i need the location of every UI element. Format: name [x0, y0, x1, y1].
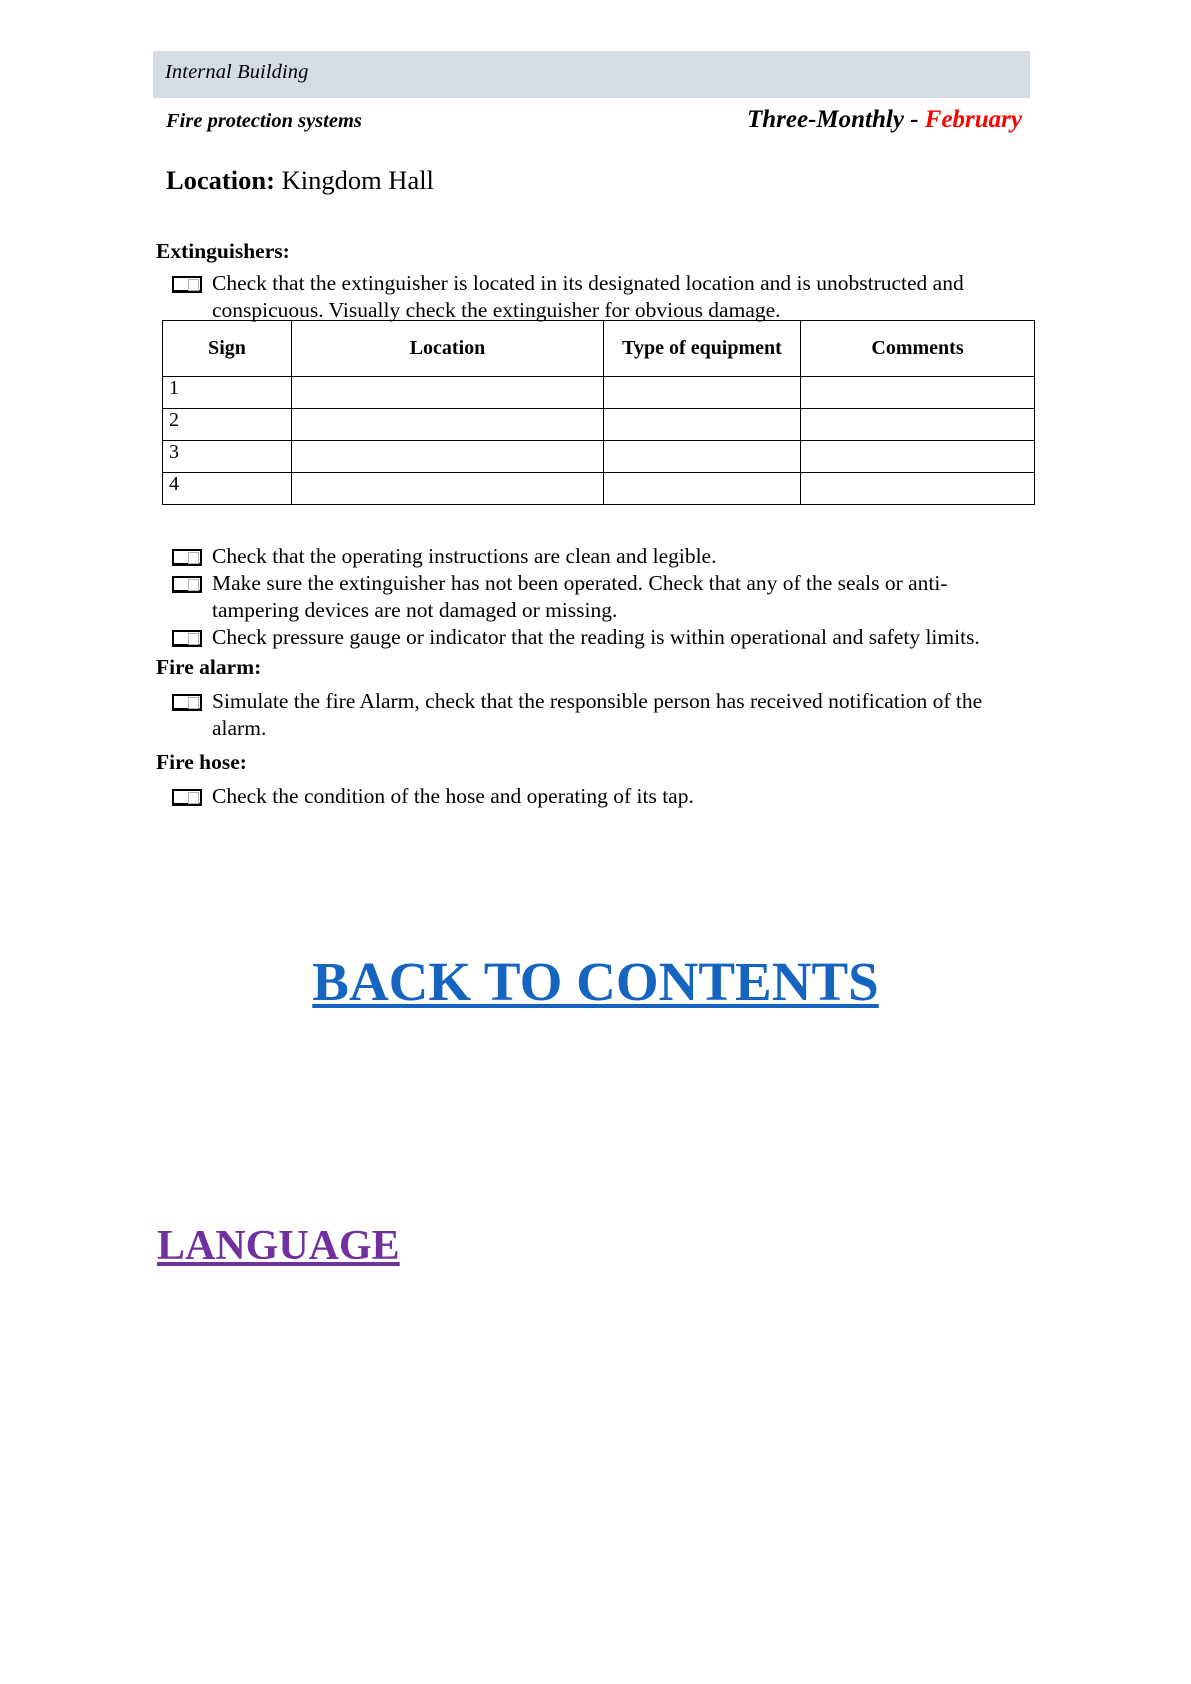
table-row	[163, 473, 1035, 505]
document-subject: Fire protection systems	[166, 110, 362, 132]
checklist-item-text: Check the condition of the hose and operating of its tap.	[212, 784, 694, 808]
table-row	[163, 377, 1035, 409]
cell-comments[interactable]	[801, 473, 1035, 505]
frequency-month: February	[924, 106, 1022, 133]
checkbox-icon[interactable]	[172, 694, 202, 711]
table-header-type-of-equipment: Type of equipment	[604, 321, 801, 377]
checkbox-icon[interactable]	[172, 276, 202, 293]
table-header-row	[163, 321, 1035, 377]
table-row	[163, 409, 1035, 441]
cell-sign[interactable]: 3	[163, 441, 292, 473]
checklist-item-hose-condition[interactable]	[172, 783, 1034, 810]
cell-location[interactable]	[292, 377, 604, 409]
frequency-heading	[747, 106, 1022, 134]
checkbox-icon[interactable]	[172, 576, 202, 593]
language-link[interactable]: LANGUAGE	[157, 1223, 400, 1269]
checklist-item-seals-and-tampering[interactable]	[172, 570, 1034, 625]
frequency-label: Three-Monthly	[746, 106, 904, 133]
cell-comments[interactable]	[801, 441, 1035, 473]
section-heading-extinguishers: Extinguishers:	[156, 239, 290, 263]
cell-sign[interactable]: 4	[163, 473, 292, 505]
location-value-text: Kingdom Hall	[281, 165, 434, 195]
cell-type[interactable]	[604, 377, 801, 409]
frequency-separator: -	[903, 106, 925, 133]
subtitle-row	[153, 106, 1030, 144]
checklist-item-text: Simulate the fire Alarm, check that the responsible person has received notification of the alarm.	[212, 689, 983, 741]
checklist-item-operating-instructions[interactable]	[172, 543, 1034, 570]
header-band	[153, 51, 1030, 98]
location-label: Location:	[166, 165, 275, 195]
cell-sign[interactable]: 1	[163, 377, 292, 409]
table-header-location: Location	[292, 321, 604, 377]
back-to-contents-link[interactable]: BACK TO CONTENTS	[312, 951, 879, 1012]
cell-location[interactable]	[292, 441, 604, 473]
extinguisher-equipment-table	[162, 320, 1035, 505]
table-header-comments: Comments	[801, 321, 1035, 377]
checklist-item-pressure-gauge[interactable]	[172, 624, 1034, 651]
cell-comments[interactable]	[801, 409, 1035, 441]
checklist-item-text: Check that the extinguisher is located in its designated location and is unobstructed and conspicuous. Visually check the extinguisher for obvious damage.	[212, 271, 964, 323]
table-header-sign: Sign	[163, 321, 292, 377]
cell-type[interactable]	[604, 409, 801, 441]
checklist-item-simulate-fire-alarm[interactable]	[172, 688, 1034, 743]
section-heading-fire-hose: Fire hose:	[156, 750, 247, 774]
table-row	[163, 441, 1035, 473]
checkbox-icon[interactable]	[172, 789, 202, 806]
language-link-container	[157, 1222, 400, 1270]
cell-type[interactable]	[604, 441, 801, 473]
checklist-item-text: Check pressure gauge or indicator that the reading is within operational and safety limits.	[212, 625, 980, 649]
checklist-item-text: Make sure the extinguisher has not been operated. Check that any of the seals or anti-tampering devices are not damaged or missing.	[212, 571, 948, 623]
building-scope-label: Internal Building	[165, 61, 309, 83]
cell-location[interactable]	[292, 473, 604, 505]
cell-location[interactable]	[292, 409, 604, 441]
cell-sign[interactable]: 2	[163, 409, 292, 441]
checkbox-icon[interactable]	[172, 549, 202, 566]
location-line	[166, 165, 434, 196]
location-value	[275, 165, 282, 195]
back-to-contents-container	[0, 950, 1191, 1013]
cell-comments[interactable]	[801, 377, 1035, 409]
checklist-item-extinguisher-location[interactable]	[172, 270, 1034, 325]
cell-type[interactable]	[604, 473, 801, 505]
section-heading-fire-alarm: Fire alarm:	[156, 655, 262, 679]
checkbox-icon[interactable]	[172, 630, 202, 647]
checklist-item-text: Check that the operating instructions are clean and legible.	[212, 544, 717, 568]
